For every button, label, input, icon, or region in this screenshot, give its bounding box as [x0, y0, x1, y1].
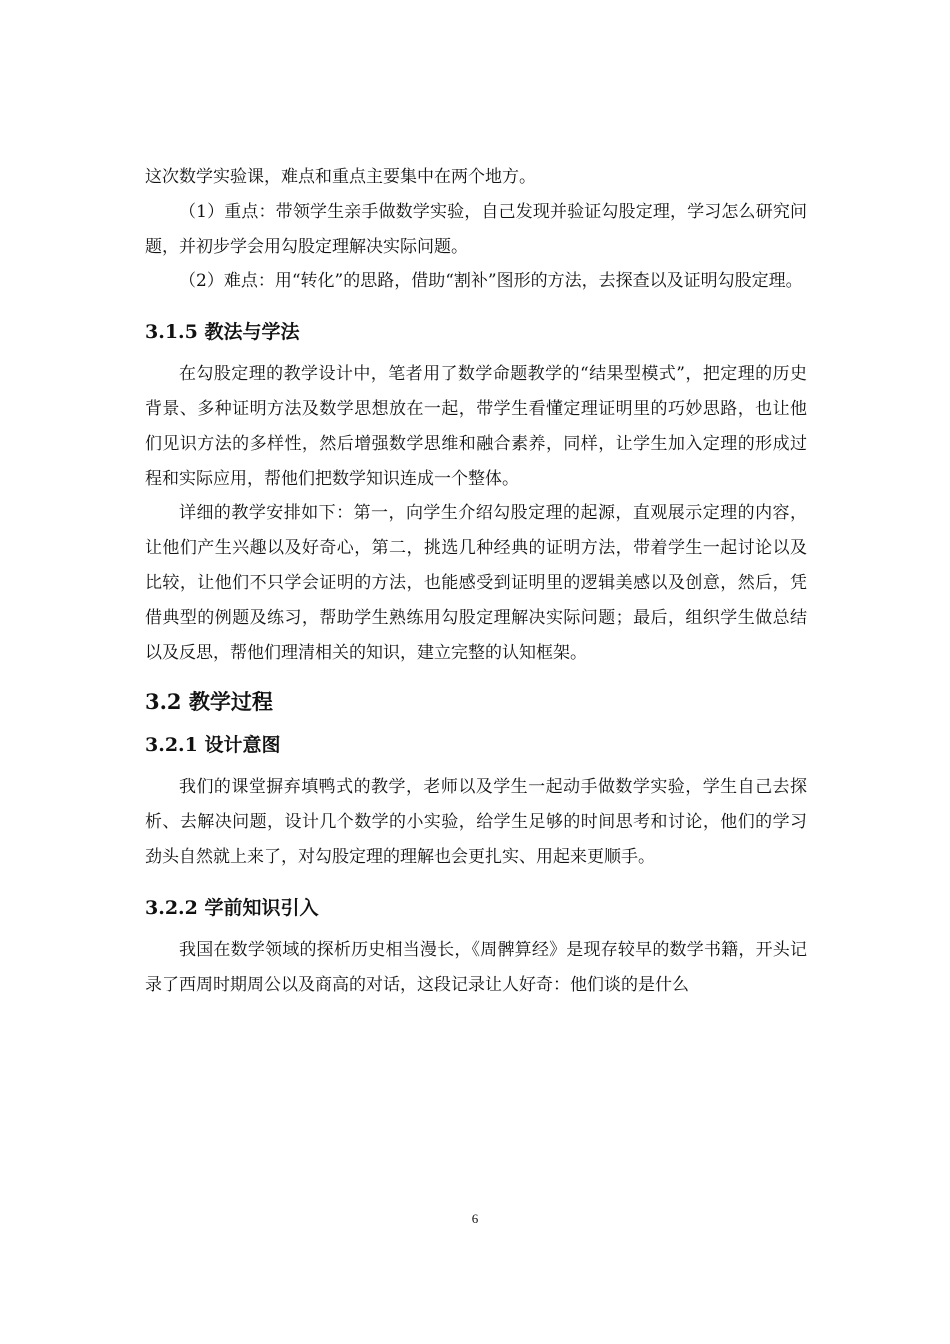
heading-3-2-1: 3.2.1 设计意图 [145, 734, 281, 757]
heading-3-1-5: 3.1.5 教法与学法 [145, 321, 300, 344]
paragraph-key-point: （1）重点：带领学生亲手做数学实验，自己发现并验证勾股定理，学习怎么研究问题，并初步学会用勾股定理解决实际问题。 [145, 201, 807, 257]
paragraph-design-intent: 我们的课堂摒弃填鸭式的教学，老师以及学生一起动手做数学实验，学生自己去探析、去解决问题，设计几个数学的小实验，给学生足够的时间思考和讨论，他们的学习劲头自然就上来了，对勾股定理的理解也会更扎实、用起来更顺手。 [145, 777, 807, 867]
paragraph-intro: 这次数学实验课，难点和重点主要集中在两个地方。 [145, 167, 536, 187]
heading-3-2: 3.2 教学过程 [145, 689, 273, 715]
paragraph-difficult-point: （2）难点：用“转化”的思路，借助“割补”图形的方法，去探查以及证明勾股定理。 [179, 271, 803, 292]
paragraph-teaching-method: 在勾股定理的教学设计中，笔者用了数学命题教学的“结果型模式”，把定理的历史背景、多种证明方法及数学思想放在一起，带学生看懂定理证明里的巧妙思路，也让他们见识方法的多样性，然后增强数学思维和融合素养，同样，让学生加入定理的形成过程和实际应用，帮他们把数学知识连成一个整体。 [145, 364, 807, 489]
page-number: 6 [471, 1211, 479, 1226]
paragraph-prior-knowledge: 我国在数学领域的探析历史相当漫长，《周髀算经》是现存较早的数学书籍，开头记录了西周时期周公以及商高的对话，这段记录让人好奇：他们谈的是什么 [145, 939, 807, 995]
document-page [145, 160, 807, 1002]
heading-3-2-2: 3.2.2 学前知识引入 [145, 896, 319, 919]
paragraph-teaching-arrangement: 详细的教学安排如下：第一，向学生介绍勾股定理的起源，直观展示定理的内容，让他们产生兴趣以及好奇心，第二，挑选几种经典的证明方法，带着学生一起讨论以及比较，让他们不只学会证明的方法，也能感受到证明里的逻辑美感以及创意，然后，凭借典型的例题及练习，帮助学生熟练用勾股定理解决实际问题；最后，组织学生做总结以及反思，帮他们理清相关的知识，建立完整的认知框架。 [145, 503, 807, 663]
